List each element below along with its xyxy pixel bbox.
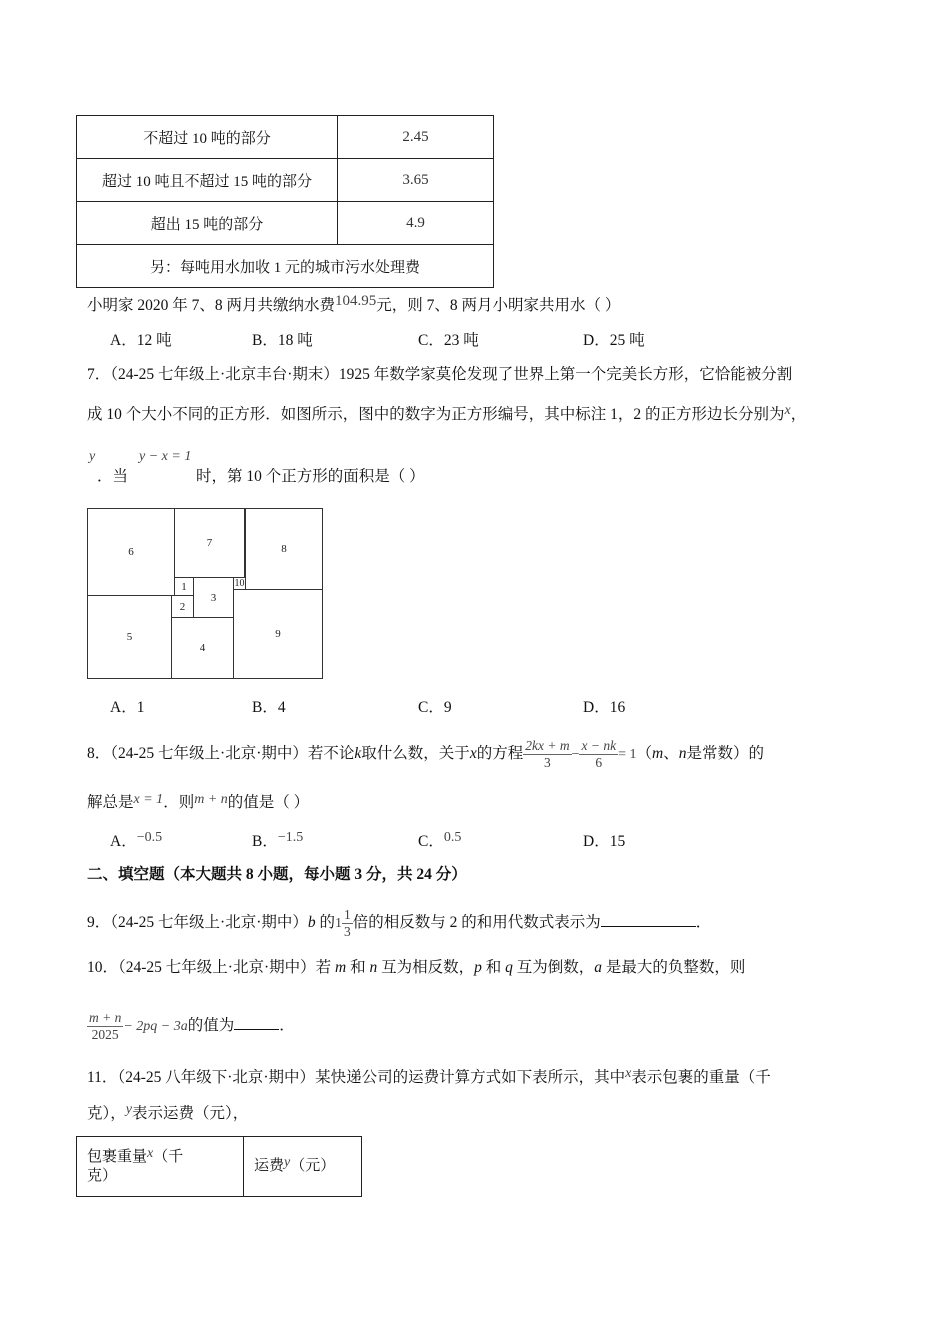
square-3	[193, 577, 234, 618]
square-label: 10	[234, 578, 245, 589]
q10-text: ．	[279, 1017, 295, 1034]
q6-option-d[interactable]: D．25 吨	[583, 332, 645, 349]
question-number: 7．	[87, 366, 111, 383]
question-number: 9．	[87, 914, 111, 931]
q8-text: （	[636, 745, 652, 762]
square-8	[245, 508, 323, 590]
var-a: a	[594, 959, 603, 976]
question-number: 11．	[87, 1069, 118, 1086]
var-b: b	[307, 914, 316, 931]
q7-line1	[87, 365, 792, 385]
q11-text: 表示包裹的重量（千	[631, 1069, 771, 1086]
q8-line1	[87, 733, 764, 775]
q7-text: ，	[790, 406, 807, 423]
var-p: p	[474, 959, 482, 976]
answer-blank[interactable]	[601, 912, 696, 927]
q8-text: 的方程	[476, 745, 524, 762]
option-prefix: A．	[110, 833, 137, 850]
square-1	[174, 577, 194, 596]
q8-text: 取什么数，关于	[361, 745, 470, 762]
q8-solution: x = 1	[133, 792, 164, 807]
square-label: 3	[210, 591, 217, 604]
var-m: m	[335, 959, 347, 976]
square-label: 1	[181, 580, 187, 593]
option-value: −0.5	[136, 830, 163, 845]
price-cell: 2.45	[338, 116, 494, 159]
denominator: 3	[544, 754, 551, 770]
q9-text: ．	[695, 914, 712, 931]
q8-text: 解总是	[87, 794, 134, 811]
q7-line2	[87, 405, 806, 426]
var-x: x	[784, 403, 791, 418]
denominator: 6	[595, 754, 603, 770]
q9-line	[87, 900, 711, 946]
fraction-1	[523, 738, 571, 771]
q7-text: 时，第 10 个正方形的面积是（ ）	[196, 468, 425, 485]
square-7	[174, 508, 245, 578]
q6-text-after: 元，则 7、8 两月小明家共用水（ ）	[376, 297, 621, 314]
table-row	[77, 116, 494, 159]
q6-option-c[interactable]: C．23 吨	[418, 332, 479, 349]
fee-header	[244, 1137, 362, 1197]
q8-text: 若不论	[307, 745, 355, 762]
q7-text: ．当	[97, 468, 129, 485]
option-value: −1.5	[277, 830, 304, 845]
square-label: 6	[128, 546, 134, 558]
var-x: x	[147, 1146, 154, 1161]
question-source: （24-25 七年级上·北京丰台·期末）	[110, 366, 339, 383]
table-row	[77, 245, 494, 288]
q8-text: 是常数）的	[686, 745, 764, 762]
var-x: x	[469, 745, 477, 762]
square-label: 9	[275, 628, 281, 640]
q8-option-c[interactable]	[418, 829, 461, 851]
q8-text: 、	[663, 745, 679, 762]
q9-text: 倍的相反数与 2 的和用代数式表示为	[352, 914, 601, 931]
square-9	[233, 589, 323, 679]
question-number: 10．	[87, 959, 119, 976]
var-x: x	[625, 1066, 632, 1081]
q10-text: 互为相反数，	[377, 959, 475, 976]
q11-text: 某快递公司的运费计算方式如下表所示，其中	[315, 1069, 626, 1086]
q10-line1	[87, 958, 745, 978]
header-text: （元）	[290, 1158, 336, 1174]
section-heading: 二、填空题（本大题共 8 小题，每小题 3 分，共 24 分）	[87, 866, 467, 883]
q8-option-b[interactable]	[252, 829, 303, 851]
square-4	[171, 617, 234, 679]
question-source: （24-25 七年级上·北京·期中）	[110, 745, 308, 762]
q6-option-a[interactable]: A．12 吨	[110, 332, 172, 349]
table-header-row	[77, 1137, 362, 1197]
mixed-fraction	[342, 907, 353, 940]
option-prefix: C．	[418, 833, 444, 850]
q10-text: 和	[481, 959, 506, 976]
question-source: （24-25 七年级上·北京·期中）	[110, 914, 308, 931]
header-text: （千	[153, 1149, 184, 1165]
q8-option-d[interactable]	[583, 829, 625, 851]
q10-fraction	[87, 1010, 123, 1043]
q10-text: 和	[346, 959, 370, 976]
square-label: 5	[126, 631, 133, 643]
var-n: n	[369, 959, 378, 976]
header-text: 运费	[254, 1158, 285, 1174]
equals-one: = 1	[618, 747, 637, 762]
q10-expression: − 2pq − 3a	[123, 1019, 188, 1034]
var-q: q	[505, 959, 513, 976]
q7-option-c[interactable]: C．9	[418, 699, 452, 716]
q7-text: 成 10 个大小不同的正方形．如图所示，图中的数字为正方形编号，其中标注 1，2 的正方形边长分别为	[87, 406, 785, 423]
q6-stem	[87, 293, 621, 316]
q8-expression: m + n	[194, 792, 228, 807]
denominator: 3	[344, 923, 351, 939]
q10-text: 是最大的负整数，则	[602, 959, 746, 976]
square-label: 4	[199, 642, 206, 654]
weight-header	[77, 1137, 244, 1197]
range-cell: 超出 15 吨的部分	[77, 202, 338, 245]
q10-text: 若	[315, 959, 336, 976]
var-y: y	[284, 1155, 291, 1170]
note-cell: 另：每吨用水加收 1 元的城市污水处理费	[77, 245, 494, 288]
fraction-2	[579, 738, 618, 771]
q6-amount: 104.95	[335, 293, 377, 309]
square-6	[87, 508, 175, 596]
q6-text: 小明家 2020 年 7、8 两月共缴纳水费	[87, 297, 336, 314]
q10-text: 的值为	[187, 1017, 235, 1034]
numerator: 1	[344, 906, 351, 922]
q10-text: 互为倒数，	[512, 959, 595, 976]
q11-line1	[87, 1068, 771, 1089]
q11-text: 表示运费（元），	[131, 1105, 249, 1122]
q11-text: 克），	[87, 1105, 126, 1122]
numerator: m + n	[89, 1009, 122, 1025]
option-prefix: D．	[583, 833, 610, 850]
square-2	[171, 595, 194, 618]
square-5	[87, 595, 172, 679]
q8-text: 的值是（ ）	[227, 794, 310, 811]
var-m: m	[651, 745, 664, 762]
mixed-whole: 1	[335, 916, 343, 931]
q7-text: 1925 年数学家莫伦发现了世界上第一个完美长方形，它恰能被分割	[338, 366, 793, 383]
var-k: k	[354, 745, 362, 762]
option-prefix: B．	[252, 833, 278, 850]
option-value: 15	[609, 833, 626, 850]
q9-text: 的	[315, 914, 336, 931]
q10-line2	[87, 1004, 295, 1048]
option-value: 0.5	[443, 830, 462, 845]
var-y: y	[125, 1102, 132, 1117]
square-label: 2	[179, 600, 186, 613]
question-source: （24-25 七年级上·北京·期中）	[118, 959, 316, 976]
question-number: 8．	[87, 745, 111, 762]
table-row	[77, 202, 494, 245]
q11-line2	[87, 1104, 248, 1125]
q7-option-a[interactable]: A．1	[110, 699, 145, 716]
numerator: x − nk	[581, 737, 617, 753]
perfect-rectangle-figure	[87, 508, 323, 679]
q8-line2	[87, 793, 309, 814]
shipping-fee-table	[76, 1136, 362, 1197]
water-price-table	[76, 115, 494, 288]
question-source: （24-25 八年级下·北京·期中）	[117, 1069, 316, 1086]
q7-option-d[interactable]: D．16	[583, 699, 626, 716]
range-cell: 超过 10 吨且不超过 15 吨的部分	[77, 159, 338, 202]
var-n: n	[678, 745, 687, 762]
price-cell: 4.9	[338, 202, 494, 245]
q8-option-a[interactable]	[110, 829, 162, 851]
numerator: 2kx + m	[525, 737, 570, 753]
price-cell: 3.65	[338, 159, 494, 202]
q8-text: ．则	[163, 794, 195, 811]
var-y: y	[89, 449, 96, 464]
q7-condition: y − x = 1	[139, 449, 192, 464]
header-text: 克）	[87, 1168, 118, 1184]
square-label: 7	[206, 537, 213, 549]
answer-blank[interactable]	[234, 1015, 279, 1030]
square-label: 8	[281, 543, 287, 555]
minus-sign: −	[571, 747, 580, 762]
range-cell: 不超过 10 吨的部分	[77, 116, 338, 159]
header-text: 包裹重量	[87, 1149, 148, 1165]
q6-option-b[interactable]: B．18 吨	[252, 332, 313, 349]
table-row	[77, 159, 494, 202]
denominator: 2025	[91, 1026, 119, 1042]
q7-option-b[interactable]: B．4	[252, 699, 286, 716]
